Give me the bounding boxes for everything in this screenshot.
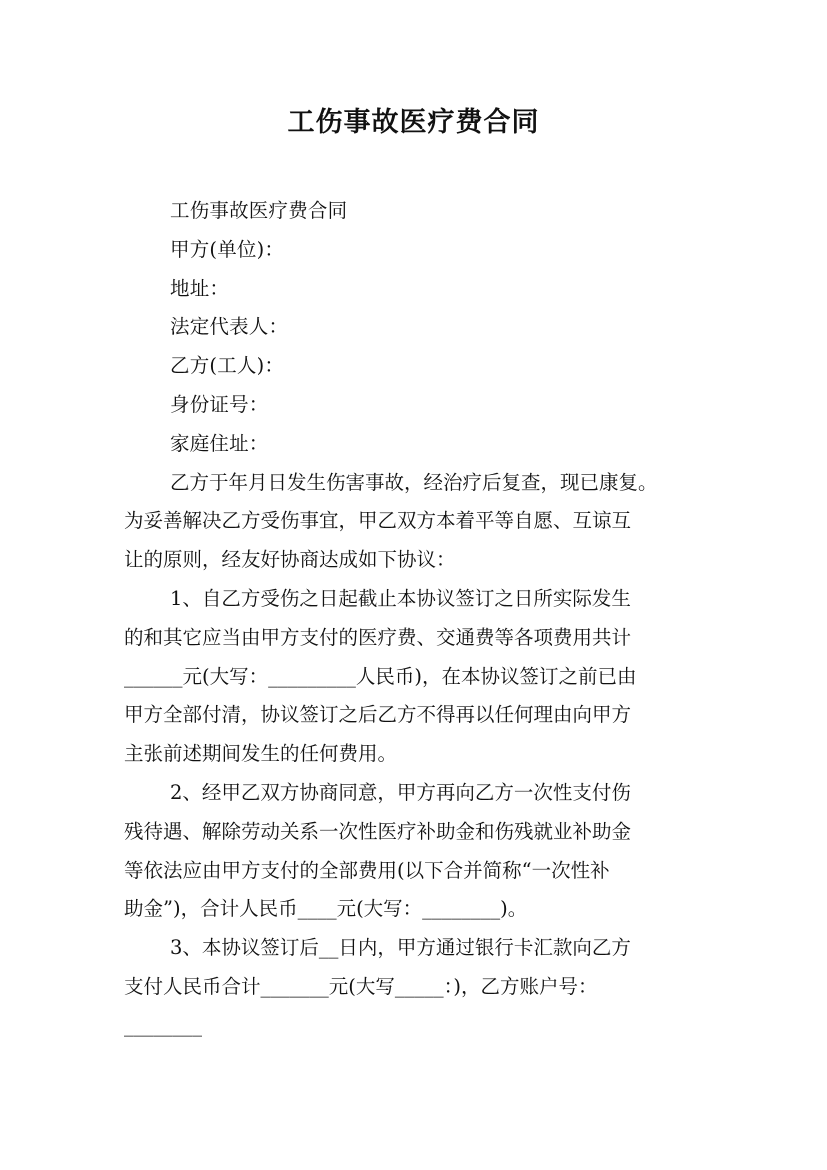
clause-3-line: 3、本协议签订后__日内，甲方通过银行卡汇款向乙方 [170, 936, 631, 960]
clause-1-line: 主张前述期间发生的任何费用。 [124, 742, 398, 766]
document-title: 工伤事故医疗费合同 [287, 107, 540, 138]
clause-2-line: 2、经甲乙双方协商同意，甲方再向乙方一次性支付伤 [170, 780, 631, 804]
intro-line: 为妥善解决乙方受伤事宜，甲乙双方本着平等自愿、互谅互 [124, 509, 632, 533]
subtitle-line: 工伤事故医疗费合同 [170, 199, 348, 222]
clause-2-line: 等依法应由甲方支付的全部费用(以下合并简称“一次性补 [124, 858, 610, 882]
id-number-line: 身份证号： [170, 392, 269, 416]
clause-3-line: ________ [124, 1013, 202, 1037]
clause-2-line: 助金”)，合计人民币____元(大写：________)。 [124, 897, 528, 921]
clause-1-line: ______元(大写：_________人民币)，在本协议签订之前已由 [124, 664, 637, 688]
intro-line: 让的原则，经友好协商达成如下协议： [124, 548, 456, 572]
clause-2-line: 残待遇、解除劳动关系一次性医疗补助金和伤残就业补助金 [124, 819, 632, 843]
clause-3-line: 支付人民币合计_______元(大写_____：)，乙方账户号： [124, 974, 598, 998]
party-a-line: 甲方(单位)： [170, 237, 285, 261]
legal-representative-line: 法定代表人： [170, 315, 289, 339]
intro-line: 乙方于年月日发生伤害事故，经治疗后复查，现已康复。 [170, 470, 658, 494]
home-address-line: 家庭住址： [170, 431, 269, 455]
address-line: 地址： [170, 276, 230, 300]
party-b-line: 乙方(工人)： [170, 354, 285, 378]
clause-1-line: 的和其它应当由甲方支付的医疗费、交通费等各项费用共计 [124, 625, 632, 649]
clause-1-line: 1、自乙方受伤之日起截止本协议签订之日所实际发生 [170, 586, 631, 610]
document-body [124, 192, 709, 1046]
clause-1-line: 甲方全部付清，协议签订之后乙方不得再以任何理由向甲方 [124, 703, 632, 727]
